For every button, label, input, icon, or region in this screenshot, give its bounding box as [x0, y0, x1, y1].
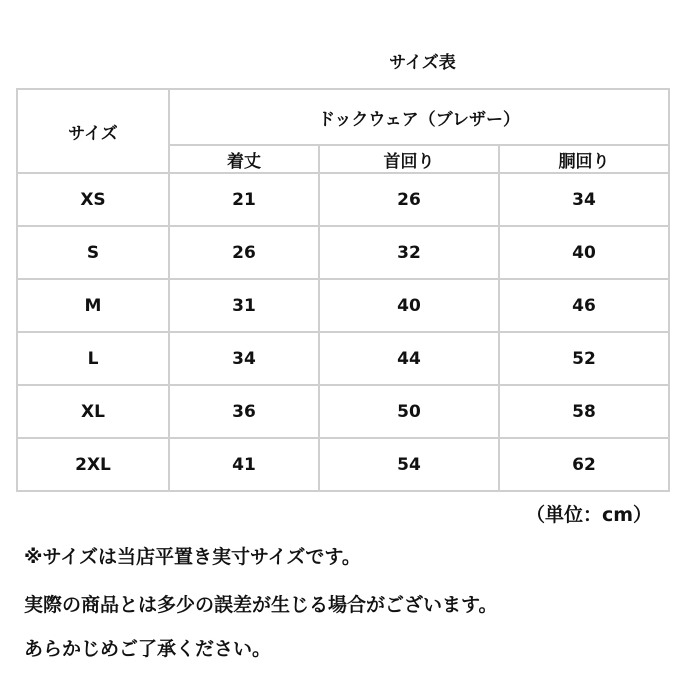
size-cell: 2XL — [17, 438, 169, 491]
value-cell: 40 — [499, 226, 669, 279]
header-row — [17, 89, 669, 145]
value-cell: 32 — [319, 226, 499, 279]
page-title: サイズ表 — [389, 53, 456, 73]
size-cell: XS — [17, 173, 169, 226]
value-cell: 41 — [169, 438, 319, 491]
value-cell: 58 — [499, 385, 669, 438]
value-cell: 21 — [169, 173, 319, 226]
value-cell: 44 — [319, 332, 499, 385]
value-cell: 34 — [499, 173, 669, 226]
note-line-1: ※サイズは当店平置き実寸サイズです。 — [24, 546, 361, 568]
table-row — [17, 438, 669, 491]
table-row — [17, 226, 669, 279]
value-cell: 31 — [169, 279, 319, 332]
size-cell: XL — [17, 385, 169, 438]
column-header-chest: 胴回り — [499, 145, 669, 173]
table-row — [17, 385, 669, 438]
table-row — [17, 173, 669, 226]
value-cell: 62 — [499, 438, 669, 491]
size-table — [16, 88, 670, 492]
value-cell: 54 — [319, 438, 499, 491]
unit-label: （単位：cm） — [525, 504, 652, 526]
value-cell: 26 — [319, 173, 499, 226]
note-line-2: 実際の商品とは多少の誤差が生じる場合がございます。 — [24, 594, 498, 616]
value-cell: 50 — [319, 385, 499, 438]
table-row — [17, 332, 669, 385]
value-cell: 34 — [169, 332, 319, 385]
column-header-length: 着丈 — [169, 145, 319, 173]
value-cell: 46 — [499, 279, 669, 332]
value-cell: 52 — [499, 332, 669, 385]
value-cell: 26 — [169, 226, 319, 279]
value-cell: 40 — [319, 279, 499, 332]
size-cell: S — [17, 226, 169, 279]
size-column-header: サイズ — [17, 89, 169, 173]
group-header: ドックウェア（ブレザー） — [169, 89, 669, 145]
note-line-3: あらかじめご了承ください。 — [24, 638, 272, 660]
column-header-neck: 首回り — [319, 145, 499, 173]
value-cell: 36 — [169, 385, 319, 438]
size-cell: M — [17, 279, 169, 332]
table-row — [17, 279, 669, 332]
size-cell: L — [17, 332, 169, 385]
